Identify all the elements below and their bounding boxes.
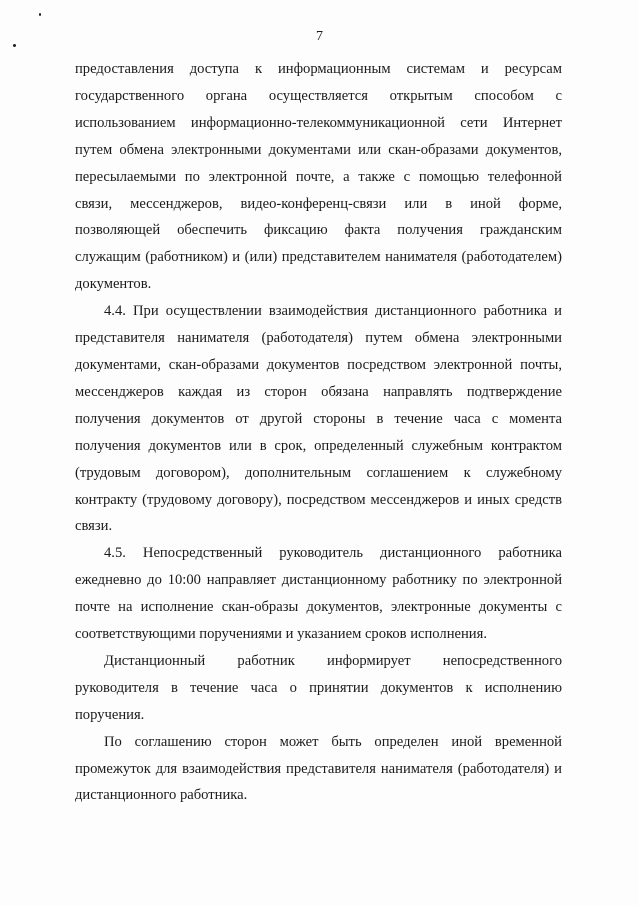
paragraph-remote-worker-informs: Дистанционный работник информирует непосредственного руководителя в течение часа о принятии документов к исполнению поручения. bbox=[75, 652, 562, 723]
paragraph-4-5: 4.5. Непосредственный руководитель дистанционного работника ежедневно до 10:00 направляет дистанционному работнику по электронной почте на исполнение скан-образы документов, электронные документы с соответствующими поручениями и указанием сроков исполнения. bbox=[75, 545, 562, 643]
document-body bbox=[75, 56, 562, 809]
paragraph-continuation: предоставления доступа к информационным системам и ресурсам государственного органа осуществляется открытым способом с использованием информационно-телекоммуникационной сети Интернет путем обмена электронными документами или скан-образами документов, пересылаемыми по электронной почте, а также с помощью телефонной связи, мессенджеров, видео-конференц-связи или в иной форме, позволяющей обеспечить фиксацию факта получения гражданским служащим (работником) и (или) представителем нанимателя (работодателем) документов. bbox=[75, 61, 562, 293]
scan-speck bbox=[39, 13, 41, 16]
paragraph-agreement-of-parties: По соглашению сторон может быть определен иной временной промежуток для взаимодействия представителя нанимателя (работодателя) и дистанционного работника. bbox=[75, 733, 562, 804]
page-number: 7 bbox=[316, 29, 323, 44]
paragraph-4-4: 4.4. При осуществлении взаимодействия дистанционного работника и представителя нанимателя (работодателя) путем обмена электронными документами, скан-образами документов посредством электронной почты, мессенджеров каждая из сторон обязана направлять подтверждение получения документов от другой стороны в течение часа с момента получения документов или в срок, определенный служебным контрактом (трудовым договором), дополнительным соглашением к служебному контракту (трудовому договору), посредством мессенджеров и иных средств связи. bbox=[75, 303, 562, 535]
